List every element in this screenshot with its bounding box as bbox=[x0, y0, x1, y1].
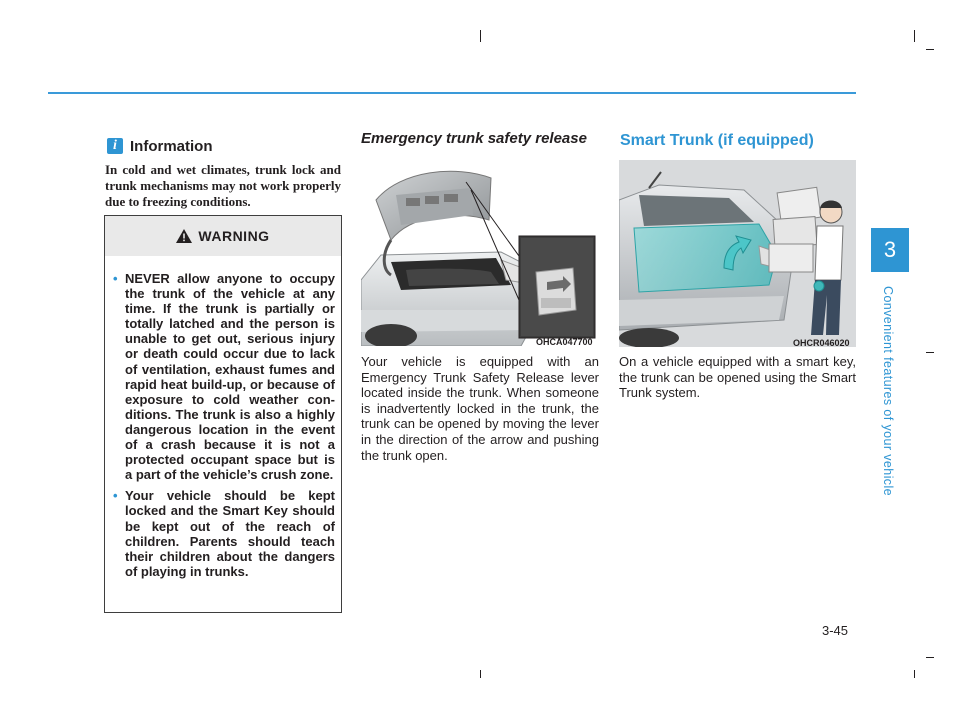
crop-mark bbox=[914, 670, 915, 678]
chapter-tab bbox=[871, 228, 909, 272]
smart-trunk-heading: Smart Trunk (if equipped) bbox=[620, 132, 814, 149]
info-icon: i bbox=[107, 138, 123, 154]
crop-mark bbox=[926, 657, 934, 658]
warning-label: WARNING bbox=[198, 228, 270, 244]
chapter-number: 3 bbox=[883, 237, 897, 262]
information-title: Information bbox=[130, 138, 213, 155]
emergency-release-illustration bbox=[361, 160, 599, 346]
chapter-title-vertical bbox=[877, 286, 899, 496]
crop-mark bbox=[914, 30, 915, 42]
crop-mark bbox=[480, 670, 481, 678]
warning-item bbox=[113, 271, 335, 483]
warning-triangle-icon bbox=[176, 229, 192, 243]
smart-trunk-illustration bbox=[619, 160, 856, 347]
warning-list bbox=[105, 256, 341, 579]
information-body: In cold and wet climates, trunk lock and trunk mechanisms may not work properly due to freezing conditions. bbox=[105, 162, 341, 209]
warning-item-text: NEVER allow anyone to occupy the trunk of the vehicle at any time. If the trunk is partially or totally latched and the person is unable to get out, serious injury or death could occur due to lack of ventilation, exhaust fumes and rapid heat build-up, or because of exposure to cold weather conditions. The trunk is also a highly dangerous location in the event of a crash because it is not a protected occupant space but is a part of the vehicle’s crush zone. bbox=[125, 271, 335, 483]
crop-mark bbox=[480, 30, 481, 42]
page-number: 3-45 bbox=[822, 623, 849, 638]
bullet-icon: • bbox=[113, 488, 118, 504]
warning-item-text: Your vehicle should be kept locked and the Smart Key should be kept out of the reach of children. Parents should teach their children about the dangers of playing in trunks. bbox=[125, 488, 335, 579]
crop-mark bbox=[926, 49, 934, 50]
figure-code: OHCA047700 bbox=[536, 337, 593, 347]
crop-mark bbox=[926, 352, 934, 353]
emergency-body: Your vehicle is equipped with an Emergency Trunk Safety Release lever located inside the trunk. When someone is inadvertently locked in the trunk, the trunk can be opened by moving the lever in the direction of the arrow and pushing the trunk open. bbox=[361, 354, 599, 463]
figure-code: OHCR046020 bbox=[793, 338, 850, 348]
warning-header bbox=[105, 216, 341, 256]
warning-item bbox=[113, 488, 335, 579]
warning-box bbox=[104, 215, 342, 613]
smart-trunk-body: On a vehicle equipped with a smart key, the trunk can be opened using the Smart Trunk system. bbox=[619, 354, 856, 401]
header-rule bbox=[48, 92, 856, 94]
emergency-heading: Emergency trunk safety release bbox=[361, 130, 587, 147]
chapter-title: Convenient features of your vehicle bbox=[881, 286, 895, 496]
bullet-icon: • bbox=[113, 271, 118, 286]
